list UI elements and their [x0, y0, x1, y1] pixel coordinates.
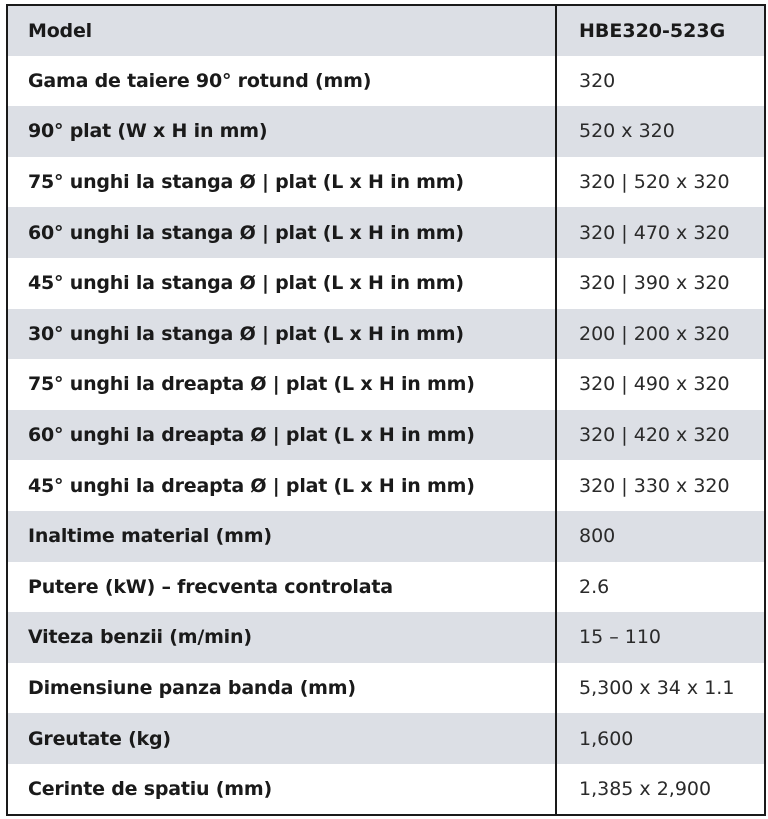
header-model-cell: HBE320-523G	[556, 5, 765, 56]
row-value-cell: 5,300 x 34 x 1.1	[556, 663, 765, 714]
row-param-cell: 75° unghi la stanga Ø | plat (L x H in mm)	[7, 157, 556, 208]
row-value-cell: 200 | 200 x 320	[556, 309, 765, 360]
row-value-cell: 320 | 390 x 320	[556, 258, 765, 309]
row-value-cell: 1,600	[556, 713, 765, 764]
specifications-table	[6, 4, 766, 816]
row-param-cell: Dimensiune panza banda (mm)	[7, 663, 556, 714]
row-value-cell: 320 | 330 x 320	[556, 460, 765, 511]
row-value-cell: 320 | 490 x 320	[556, 359, 765, 410]
row-value-cell: 320 | 520 x 320	[556, 157, 765, 208]
row-param-cell: 75° unghi la dreapta Ø | plat (L x H in mm)	[7, 359, 556, 410]
row-value-cell: 1,385 x 2,900	[556, 764, 765, 815]
row-param-cell: 90° plat (W x H in mm)	[7, 106, 556, 157]
table-row	[7, 511, 765, 562]
row-value-cell: 320	[556, 56, 765, 107]
row-param-cell: Viteza benzii (m/min)	[7, 612, 556, 663]
row-param-cell: 60° unghi la stanga Ø | plat (L x H in mm)	[7, 207, 556, 258]
row-param-cell: Gama de taiere 90° rotund (mm)	[7, 56, 556, 107]
row-value-cell: 320 | 420 x 320	[556, 410, 765, 461]
row-value-cell: 320 | 470 x 320	[556, 207, 765, 258]
table-row	[7, 562, 765, 613]
table-row	[7, 258, 765, 309]
row-value-cell: 15 – 110	[556, 612, 765, 663]
row-value-cell: 2.6	[556, 562, 765, 613]
table-row	[7, 713, 765, 764]
row-param-cell: Putere (kW) – frecventa controlata	[7, 562, 556, 613]
table-row	[7, 612, 765, 663]
table-row	[7, 663, 765, 714]
row-param-cell: 45° unghi la stanga Ø | plat (L x H in mm)	[7, 258, 556, 309]
table-row	[7, 106, 765, 157]
row-param-cell: Greutate (kg)	[7, 713, 556, 764]
row-param-cell: 45° unghi la dreapta Ø | plat (L x H in mm)	[7, 460, 556, 511]
row-param-cell: 30° unghi la stanga Ø | plat (L x H in mm)	[7, 309, 556, 360]
row-value-cell: 520 x 320	[556, 106, 765, 157]
table-row	[7, 764, 765, 815]
table-row	[7, 460, 765, 511]
table-row	[7, 410, 765, 461]
row-value-cell: 800	[556, 511, 765, 562]
table-header-row	[7, 5, 765, 56]
table-row	[7, 207, 765, 258]
row-param-cell: Inaltime material (mm)	[7, 511, 556, 562]
table-row	[7, 157, 765, 208]
row-param-cell: Cerinte de spatiu (mm)	[7, 764, 556, 815]
header-param-cell: Model	[7, 5, 556, 56]
table-row	[7, 309, 765, 360]
table-row	[7, 359, 765, 410]
row-param-cell: 60° unghi la dreapta Ø | plat (L x H in mm)	[7, 410, 556, 461]
table-row	[7, 56, 765, 107]
